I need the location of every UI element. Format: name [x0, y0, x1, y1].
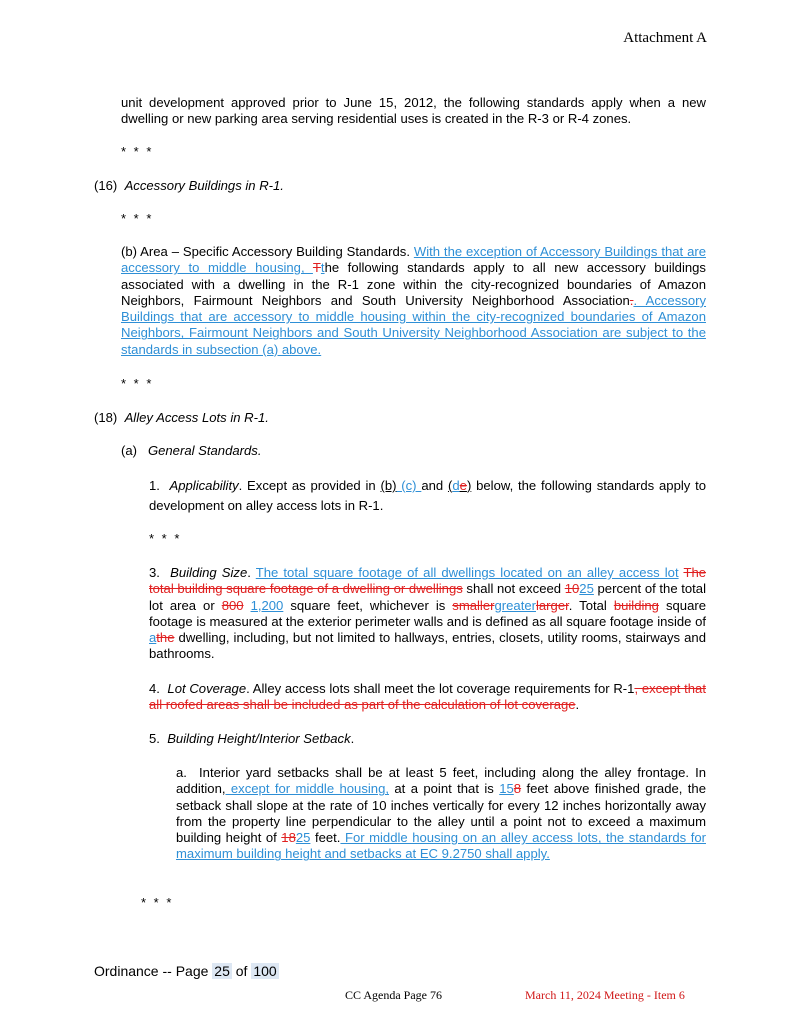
subsection-label: (b) Area – Specific Accessory Building Standards. [121, 244, 414, 259]
agenda-page: CC Agenda Page 76 [345, 988, 442, 1002]
subsection-a-heading [121, 443, 262, 459]
section-break: * * * [149, 531, 182, 546]
body-text: . [575, 697, 580, 713]
item-number: 1. [149, 478, 160, 493]
item-title: Building Height/Interior Setback [167, 731, 351, 746]
deleted-text: building [613, 597, 659, 613]
section-break: * * * [121, 211, 154, 226]
subsection-title: General Standards. [147, 443, 262, 458]
body-text: Interior yard setbacks shall be at least 5 feet, including along the alley frontage. In addition, [176, 765, 706, 797]
deleted-text: , except that all roofed areas shall be included as part of the calculation of lot coverage [149, 681, 706, 713]
inserted-text: With the exception of Accessory Buildings that are accessory to middle housing, [121, 244, 706, 276]
item-number: 5. [149, 731, 160, 746]
item-title: Building Size [170, 565, 248, 580]
attachment-label: Attachment A [623, 30, 707, 46]
intro-paragraph: unit development approved prior to June 15, 2012, the following standards apply when a new dwelling or new parking area serving residential uses is created in the R-3 or R-4 zones. [121, 95, 706, 127]
body-text: at a point that is [389, 781, 500, 797]
paren: ) [466, 478, 472, 493]
body-text: feet above finished grade, the setback shall slope at the rate of 10 inches vertically for every 12 inches horizontally away from the property line perpendicular to the alley until a point not to exceed a maximum building height of [176, 781, 706, 846]
paren: ( [447, 478, 453, 493]
inserted-text: a [149, 630, 157, 646]
section-title: Accessory Buildings in R-1. [124, 178, 284, 193]
deleted-text: T [312, 260, 321, 276]
subsection-number: (a) [121, 443, 138, 458]
body-text: shall not exceed [462, 581, 565, 597]
inserted-text: d [452, 478, 460, 493]
body-text: feet. [310, 830, 341, 846]
reference-b: (b) [380, 478, 397, 493]
body-text: . Total [568, 597, 614, 613]
item-number: 4. [149, 681, 160, 696]
of-label: of [235, 963, 248, 979]
inserted-text: 1,200 [250, 597, 284, 613]
body-text: below, the following standards apply to development on alley access lots in R-1. [149, 478, 707, 513]
deleted-text: larger [535, 597, 569, 613]
deleted-text: 10 [564, 581, 580, 597]
section-break: * * * [121, 144, 154, 159]
inserted-text: except for middle housing, [225, 781, 389, 797]
ordinance-label: Ordinance -- Page [94, 963, 209, 979]
body-text: square feet, whichever is [283, 597, 453, 613]
deleted-text: the [156, 630, 175, 646]
meeting-item: March 11, 2024 Meeting - Item 6 [525, 988, 685, 1002]
inserted-text: The total square footage of all dwellings located on an alley access lot [255, 565, 679, 580]
inserted-text: 25 [295, 830, 311, 846]
body-text: and [421, 478, 448, 493]
section-number: (16) [94, 178, 118, 193]
inserted-text: (c) [396, 478, 422, 493]
deleted-text: 18 [281, 830, 296, 846]
deleted-text: smaller [452, 597, 495, 613]
item-5a-setbacks [176, 765, 706, 863]
section-number: (18) [94, 410, 118, 425]
inserted-text: 15 [499, 781, 514, 797]
deleted-text: 800 [221, 597, 244, 613]
section-break: * * * [121, 376, 154, 391]
body-text: square footage is measured at the exterior perimeter walls and is defined as all square footage inside of [149, 597, 707, 629]
deleted-text: e [459, 478, 467, 493]
deleted-text: . [629, 292, 634, 308]
body-text: . Alley access lots shall meet the lot coverage requirements for R-1 [246, 681, 635, 696]
section-title: Alley Access Lots in R-1. [124, 410, 269, 425]
deleted-text: 8 [513, 781, 522, 797]
item-title: Lot Coverage [167, 681, 247, 696]
body-text: . Except as provided in [238, 478, 381, 493]
deleted-text: The total building square footage of a dwelling or dwellings [149, 565, 707, 597]
page-footer [94, 963, 279, 979]
item-5-heading: 5. Building Height/Interior Setback. [149, 731, 355, 746]
section-18-heading [94, 410, 269, 426]
item-1-applicability [149, 476, 706, 516]
body-text: he following standards apply to all new accessory buildings associated with a dwelling in the R-1 zone within the city-recognized boundaries of Amazon Neighbors, Fairmount Neighbors and South University Neighborhood Association [121, 260, 706, 308]
item-title: Applicability [169, 478, 239, 493]
item-3-building-size: 3. Building Size. The total square footage of all dwellings located on an alley access lot The total building square footage of a dwelling or dwellings shall not exceed 1025 percent of the total lot area or 800 1,200 square feet, whichever is smallergreaterlarger. Total building square footage is measured at the exterior perimeter walls and is defined as all square footage inside of athe dwelling, including, but not limited to hallways, entries, closets, utility rooms, stairways and bathrooms. [149, 565, 707, 662]
reference-d [448, 478, 471, 493]
page-number: 25 [214, 963, 230, 979]
body-text: dwelling, including, but not limited to hallways, entries, closets, utility rooms, stairways and bathrooms. [149, 630, 706, 662]
inserted-text: t [320, 260, 325, 276]
total-pages: 100 [253, 963, 277, 979]
body-text: percent of the total lot area or [149, 581, 706, 613]
item-number: 3. [149, 565, 160, 580]
item-4-lot-coverage [149, 681, 706, 714]
inserted-text: 25 [579, 581, 594, 597]
inserted-text: greater [494, 597, 536, 613]
subsection-b-paragraph [121, 244, 706, 358]
inserted-text: For middle housing on an alley access lots, the standards for maximum building height and setbacks at EC 9.2750 shall apply. [176, 830, 706, 862]
section-16-heading [94, 178, 284, 194]
inserted-text: . Accessory Buildings that are accessory to middle housing within the city-recognized boundaries of Amazon Neighbors, Fairmount Neighbors and South University Neighborhood Association are subject to the standards in subsection (a) above. [121, 292, 707, 357]
item-number: a. [176, 765, 187, 780]
section-break: * * * [141, 895, 174, 910]
